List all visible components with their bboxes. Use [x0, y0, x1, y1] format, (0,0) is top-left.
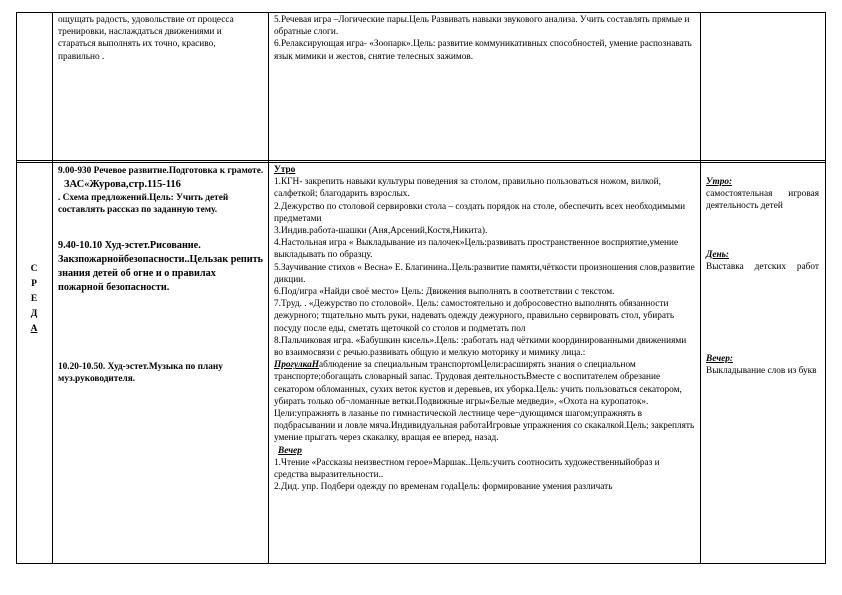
- col-divider-3: [700, 12, 701, 564]
- table-border-bottom: [16, 563, 826, 564]
- indep-day-heading: День:: [706, 249, 729, 260]
- day-letter: Р: [31, 279, 37, 289]
- table-border-top: [16, 12, 826, 13]
- day-letter: А: [30, 324, 38, 334]
- walk-paragraph: [274, 359, 696, 444]
- morning-item: 2.Дежурство по столовой сервировки стола – создать порядок на столе, обеспечить всех необходимыми предметами: [274, 201, 686, 224]
- indep-morning-text: самостоятельная игровая деятельность детей: [706, 189, 819, 212]
- activities-column: [274, 164, 696, 493]
- morning-item: 4.Настольная игра « Выкладывание из палочек»Цель:развивать пространственное восприятие,умение выкладывать по образцу.: [274, 238, 679, 261]
- gcd-column: [58, 165, 264, 385]
- plan-table: [16, 12, 826, 564]
- gcd-block2: 9.40-10.10 Худ-эстет.Рисование. Закзпожарнойбезопасности..Цельзак репить знания детей об огне и о правилах пожарной безопасности.: [58, 239, 264, 293]
- evening-heading: Вечер: [278, 445, 302, 456]
- morning-item: 3.Индив.работа-шашки (Аня,Арсений,Костя,Никита).: [274, 226, 488, 237]
- table-border-right: [825, 12, 826, 564]
- morning-item: 7.Труд. . «Дежурство по столовой». Цель: самостоятельно и добросовестно выполнять обязанности дежурного; тщательно мыть руки, надевать одежду дежурного, правильно сервировать стол, убирать посуду после еды, сметать щеточкой со столов и подметать пол: [274, 299, 675, 334]
- relax-game-item: 6.Релаксирующая игра- «Зоопарк».Цель: развитие коммуникативных способностей, умение распознавать язык мимики и жестов, снятие телесных зажимов.: [274, 39, 692, 62]
- evening-item: 2.Дид. упр. Подбери одежду по временам годаЦель: формирование умения различать: [274, 482, 613, 493]
- gcd-block3: 10.20-10.50. Худ-эстет.Музыка по плану муз.руководителя.: [58, 361, 223, 384]
- col-divider-1: [52, 12, 53, 564]
- morning-item: 8.Пальчиковая игра. «Бабушкин кисель».Цель: :работать над чёткими координированными движениями во взаимосвязи с речью.развивать общую и мелкую моторику и мимику лица.:: [274, 335, 687, 359]
- day-letter: Д: [30, 309, 38, 319]
- independent-column: [706, 176, 819, 377]
- table-border-left: [16, 12, 17, 564]
- row1-activities: [274, 14, 694, 63]
- walk-text: аблюдение за специальным транспортомЦели:расширять знания о специальном транспорте;обогащать словарный запас. Трудовая деятельностьВместе с воспитателем обрезание секатором обломанных, сухих веток кустов и деревьев, их уборка.Цель: учить пользоваться секатором, убирать только об¬ломанные ветки.Подвижные игры«Белые медведи», «Охота на куропаток». Цели:упражнять в лазанье по гимнастической лестнице чере¬дующимся шагом;упражнять в подбрасывании и ловле мяча.Индивидуальная работаИгровые упражнения со скакалкой.Цель; закреплять умение прыгать через скакалку, вращая ее вперед, назад.: [274, 360, 695, 444]
- indep-morning-heading: Утро:: [706, 177, 733, 187]
- evening-item: 1.Чтение «Рассказы неизвестном герое»Маршак..Цель:учить соотносить художественныйобраз и средства выразительности..: [274, 457, 660, 481]
- row-divider-thin: [16, 162, 826, 163]
- day-letter: Е: [30, 294, 38, 304]
- gcd-block1-source: ЗАС«Журова,стр.115-116: [64, 179, 181, 191]
- indep-evening-heading: Вечер:: [706, 354, 733, 365]
- morning-heading: Утро: [274, 165, 296, 175]
- day-letter: С: [30, 264, 38, 274]
- gcd-block1-title: 9.00-930 Речевое развитие.Подготовка к грамоте.: [58, 166, 264, 176]
- morning-item: 1.КГН- закрепить навыки культуры поведения за столом, правильно пользоваться ножом, вилкой, салфеткой; благодарить взрослых.: [274, 177, 661, 200]
- indep-evening-text: Выкладывание слов из букв: [706, 366, 817, 377]
- morning-item: 6.Под/игра «Найди своё место» Цель: Движения выполнять в соответствии с текстом.: [274, 287, 615, 298]
- speech-game-item: 5.Речевая игра –Логические пары.Цель Развивать навыки звукового анализа. Учить составлять прямые и обратные слоги.: [274, 15, 690, 38]
- col-divider-2: [268, 12, 269, 564]
- gcd-block1-goal: . Схема предложений.Цель: Учить детей составлять рассказ по заданную тему.: [58, 193, 229, 216]
- row1-gcd-text: ощущать радость, удовольствие от процесса тренировки, наслаждаться движениями и стараться выполнять их точно, красиво, правильно .: [58, 15, 234, 62]
- morning-item: 5.Заучивание стихов « Весна» Е. Благинина..Цель:развитие памяти,чёткости произношения слов,развитие дикции.: [274, 262, 695, 285]
- walk-heading: ПрогулкаН: [274, 360, 319, 371]
- row-divider: [16, 160, 826, 161]
- indep-day-text: Выставка детских работ: [706, 261, 819, 272]
